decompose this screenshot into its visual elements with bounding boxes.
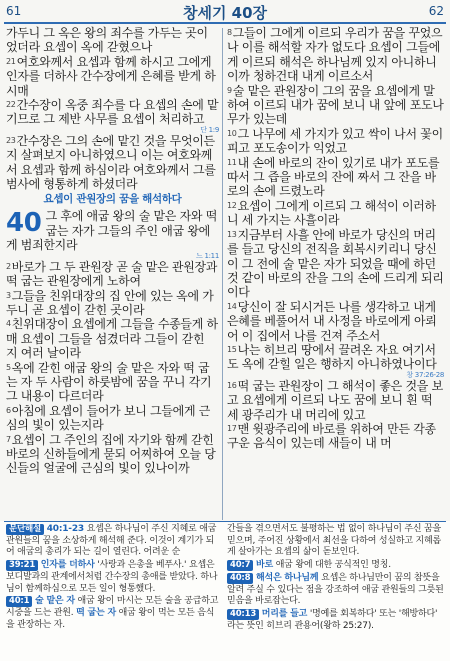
verse-number: 6 <box>6 405 11 415</box>
verse-number: 14 <box>227 301 237 311</box>
note-ref: 40:7 <box>227 560 253 571</box>
verse: 21여호와께서 요셉과 함께 하시고 그에게 인자를 더하사 간수장에게 은혜를 받게 하시매 <box>6 54 216 98</box>
note-keyword: 인자를 더하사 <box>40 560 95 571</box>
verse-number: 2 <box>6 261 11 271</box>
page-number-right: 62 <box>428 4 444 18</box>
verse: 15나는 히브리 땅에서 끌려온 자요 여기서도 옥에 갇힐 일은 행하지 아니하였나이다 창 37:26-28 <box>227 342 444 379</box>
verse: 5옥에 갇힌 애굽 왕의 술 맡은 자와 떡 굽는 자 두 사람이 하룻밤에 꿈을 꾸니 각기 그 내용이 다르더라 <box>6 360 212 404</box>
cross-reference: 단 1:9 <box>200 125 219 134</box>
verse-number: 22 <box>6 100 16 110</box>
verse: 40 그 후에 애굽 왕의 술 맡은 자와 떡 굽는 자가 그들의 주인 애굽 왕에게 범죄한지라 느 1:11 <box>6 208 219 260</box>
verse-number: 9 <box>227 85 232 95</box>
verse: 16떡 굽는 관원장이 그 해석이 좋은 것을 보고 요셉에게 이르되 나도 꿈에 보니 흰 떡 세 광주리가 내 머리에 있고 <box>227 378 443 422</box>
page-header <box>0 0 450 22</box>
verse: 7요셉이 그 주인의 집에 자기와 함께 갇힌 바로의 신하들에게 묻되 어찌하여 오늘 당신들의 얼굴에 근심의 빛이 있나이까 <box>6 432 216 476</box>
verse: 14당신이 잘 되시거든 나를 생각하고 내게 은혜를 베풀어서 내 사정을 바로에게 아뢰어 이 집에서 나를 건져 주소서 <box>227 299 437 343</box>
cross-reference: 창 37:26-28 <box>406 370 444 379</box>
note: 간들을 겪으면서도 불평하는 법 없이 하나님이 주신 꿈을 믿으며, 주어진 상황에서 최선을 다하여 성실하고 지혜롭게 살아가는 요셉의 삶이 돋보인다. <box>227 524 441 558</box>
note-ref: 39:21 <box>6 560 38 571</box>
chapter-number: 40 <box>6 208 42 239</box>
verse: 22간수장이 옥중 죄수를 다 요셉의 손에 맡기므로 그 제반 사무를 요셉이 처리하고 단 1:9 <box>6 98 219 134</box>
verse: 2바로가 그 두 관원장 곧 술 맡은 관원장과 떡 굽는 관원장에게 노하여 <box>6 259 218 289</box>
verse: 9술 맡은 관원장이 그의 꿈을 요셉에게 말하여 이르되 내가 꿈에 보니 내 앞에 포도나무가 있는데 <box>227 83 444 127</box>
note-ref: 40:1-23 <box>46 524 84 534</box>
notes-rule <box>4 521 446 522</box>
commentary-notes <box>0 521 450 661</box>
verse: 가두니 그 옥은 왕의 죄수를 가두는 곳이었더라 요셉이 옥에 갇혔으나 <box>6 26 208 55</box>
verse: 10그 나무에 세 가지가 있고 싹이 나서 꽃이 피고 포도송이가 익었고 <box>227 126 443 156</box>
note: 40:13 머리를 들고 '명예를 회복하다' 또는 '해방하다' 라는 뜻인 히브리 관용어(왕하 25:27). <box>227 608 438 631</box>
notes-right-column <box>227 524 444 633</box>
cross-reference: 느 1:11 <box>196 251 219 260</box>
notes-label: 문단해설 <box>6 524 44 535</box>
verse: 3그들을 친위대장의 집 안에 있는 옥에 가두니 곧 요셉이 갇힌 곳이라 <box>6 288 214 317</box>
verse: 11내 손에 바로의 잔이 있기로 내가 포도를 따서 그 즙을 바로의 잔에 짜서 그 잔을 바로의 손에 드렸노라 <box>227 155 440 199</box>
note-keyword: 해석은 하나님께 <box>256 572 319 583</box>
verse-number: 3 <box>6 290 11 300</box>
verse-number: 4 <box>6 319 11 329</box>
left-column <box>6 26 219 476</box>
note-keyword: 바로 <box>256 560 274 571</box>
verse: 12요셉이 그에게 이르되 그 해석이 이러하니 세 가지는 사흘이라 <box>227 198 436 228</box>
note: 40:1 술 맡은 자 애굽 왕이 마시는 모든 술을 공급하고 시중을 드는 관원. 떡 굽는 자 애굽 왕이 먹는 모든 음식을 관장하는 자. <box>6 596 219 630</box>
right-column <box>227 26 444 451</box>
column-divider <box>222 28 223 520</box>
verse-number: 15 <box>227 344 237 354</box>
verse: 8그들이 그에게 이르되 우리가 꿈을 꾸었으나 이를 해석할 자가 없도다 요셉이 그들에게 이르되 해석은 하나님께 있지 아니하니이까 청하건대 내게 이르소서 <box>227 26 443 84</box>
note: 40:7 바로 애굽 왕에 대한 공식적인 명칭. <box>227 560 444 572</box>
note: 39:21 인자를 더하사 '사랑과 은총을 베푸사.' 요셉은 보디발과의 관계에서처럼 간수장의 총애를 받았다. 하나님이 함께하심으로 모든 일이 형통했다. <box>6 560 218 594</box>
page-number-left: 61 <box>6 4 22 18</box>
verse-number: 23 <box>6 135 16 145</box>
verse: 17맨 윗광주리에 바로를 위하여 만든 각종 구운 음식이 있는데 새들이 내 머 <box>227 421 436 451</box>
verse-number: 10 <box>227 128 237 138</box>
note-ref: 40:13 <box>227 609 259 620</box>
page-title: 창세기 40장 <box>182 4 268 22</box>
note: 40:8 해석은 하나님께 요셉은 하나님만이 꿈의 참뜻을 알려 주실 수 있다는 점을 강조하여 애굽 관원들의 그릇된 믿음을 바로잡는다. <box>227 572 444 607</box>
verse-number: 5 <box>6 362 11 372</box>
verse-number: 17 <box>227 423 237 433</box>
verse-number: 16 <box>227 380 237 390</box>
header-rule <box>4 22 446 24</box>
verse: 23간수장은 그의 손에 맡긴 것을 무엇이든지 살펴보지 아니하였으니 이는 여호와께서 요셉과 함께 하심이라 여호와께서 그를 범사에 형통하게 하셨더라 <box>6 133 216 192</box>
note: 문단해설 40:1-23 요셉은 하나님이 주신 지혜로 애굽 관원들의 꿈을 소상하게 해석해 준다. 이것이 계기가 되어 애굽의 총리가 되는 길이 열린다. 어려운 순 <box>6 524 217 558</box>
note-keyword: 술 맡은 자 <box>35 596 75 607</box>
verse-number: 12 <box>227 200 237 210</box>
verse-number: 7 <box>6 434 11 444</box>
verse-number: 21 <box>6 56 16 66</box>
verse-number: 11 <box>227 157 237 167</box>
verse-number: 13 <box>227 229 237 239</box>
notes-left-column <box>6 524 220 632</box>
note-ref: 40:8 <box>227 573 253 584</box>
verse: 13지금부터 사흘 안에 바로가 당신의 머리를 들고 당신의 전직을 회복시키리니 당신이 그 전에 술 맡은 자가 되었을 때에 하던 것 같이 바로의 잔을 그의 손에 드리게 되리이다 <box>227 227 444 300</box>
note-ref: 40:1 <box>6 596 32 607</box>
note-keyword: 머리를 들고 <box>261 608 308 619</box>
verse: 6아침에 요셉이 들어가 보니 그들에게 근심의 빛이 있는지라 <box>6 403 211 433</box>
verse: 4친위대장이 요셉에게 그들을 수종들게 하매 요셉이 그들을 섬겼더라 그들이 갇힌 지 여러 날이라 <box>6 317 218 361</box>
verse-number: 8 <box>227 28 232 37</box>
section-title: 요셉이 관원장의 꿈을 해석하다 <box>43 193 182 206</box>
note-keyword: 떡 굽는 자 <box>76 607 116 618</box>
